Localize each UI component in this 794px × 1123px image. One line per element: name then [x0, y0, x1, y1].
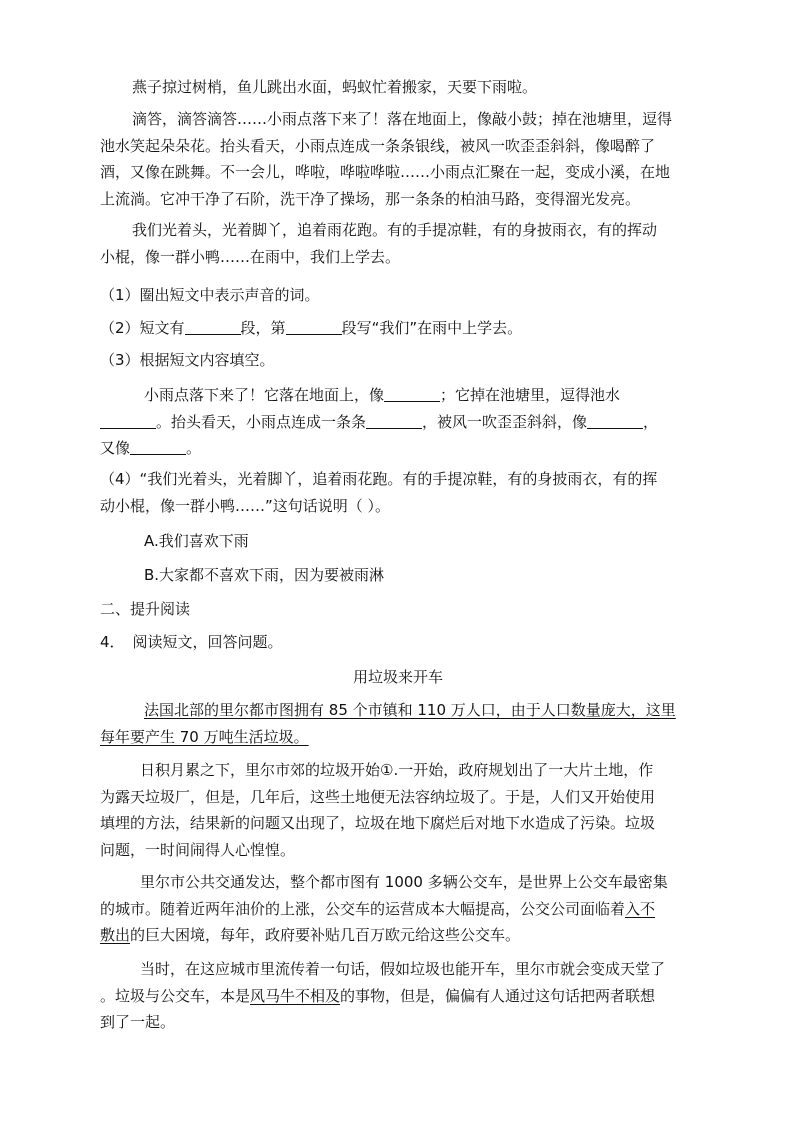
text-line: 当时，在这应城市里流传着一句话，假如垃圾也能开车，里尔市就会变成天堂了	[140, 960, 666, 978]
text-span: 又像	[100, 439, 131, 457]
section-heading: 二、提升阅读	[100, 600, 191, 618]
answer-blank[interactable]	[384, 385, 440, 402]
text-line: 滴答，滴答滴答……小雨点落下来了！落在地面上，像敲小鼓；掉在池塘里，逗得	[132, 110, 673, 128]
text-line	[100, 724, 696, 751]
question-3: （3）根据短文内容填空。	[100, 351, 275, 369]
underlined-text: 每年要产生 70 万吨生活垃圾。	[100, 727, 309, 746]
question-4	[100, 466, 696, 519]
text-line: 我们光着头，光着脚丫，追着雨花跑。有的手提凉鞋，有的身披雨衣，有的挥动	[132, 221, 658, 239]
answer-blank[interactable]	[130, 438, 186, 455]
text-span: 小雨点落下来了！它落在地面上，像	[144, 386, 385, 404]
passage1-paragraph-3	[100, 217, 696, 270]
text-line	[100, 382, 696, 409]
text-line	[100, 922, 696, 949]
text-line: 日积月累之下，里尔市郊的垃圾开始①.一开始，政府规划出了一大片土地，作	[140, 761, 654, 779]
text-line: 问题，一时间闹得人心惶惶。	[100, 840, 296, 859]
question-1: （1）圈出短文中表示声音的词。	[100, 286, 320, 304]
text-span: 的巨大困境，每年，政府要补贴几百万欧元给这些公交车。	[130, 926, 521, 944]
text-line: 法国北部的里尔都市图拥有 85 个市镇和 110 万人口，由于人口数量庞大，这里	[144, 701, 676, 719]
text-line: 到了一起。	[100, 1013, 176, 1031]
question-3-fill-in	[100, 382, 696, 462]
passage2-paragraph-1	[100, 697, 696, 750]
question-2-text-b: 段，第	[240, 319, 286, 337]
text-line: 动小棍，像一群小鸭……”这句话说明（ ）。	[100, 496, 391, 515]
text-line: 小棍，像一群小鸭……在雨中，我们上学去。	[100, 247, 401, 266]
text-span: ，	[643, 412, 659, 431]
option-a[interactable]: A.我们喜欢下雨	[144, 532, 249, 550]
answer-blank[interactable]	[185, 318, 241, 335]
passage2-paragraph-4	[100, 956, 696, 1036]
text-line	[100, 435, 696, 462]
passage-title: 用垃圾来开车	[352, 668, 443, 686]
text-line: 池水笑起朵朵花。抬头看天，小雨点连成一条条银线，被风一吹歪歪斜斜，像喝醉了	[100, 136, 656, 155]
passage2-paragraph-3	[100, 869, 696, 949]
text-span: ，被风一吹歪歪斜斜，像	[422, 412, 588, 431]
text-span: 的事物，但是，偏偏有人通过这句话把两者联想	[340, 986, 656, 1005]
answer-blank[interactable]	[587, 412, 643, 429]
text-line: 为露天垃圾厂，但是，几年后，这些土地便无法容纳垃圾了。于是，人们又开始使用	[100, 787, 656, 806]
text-line: 里尔市公共交通发达，整个都市图有 1000 多辆公交车，是世界上公交车最密集	[140, 873, 668, 891]
text-line: 酒，又像在跳舞。不一会儿，哗啦，哗啦哗啦……小雨点汇聚在一起，变成小溪，在地	[100, 163, 671, 181]
text-line: 上流淌。它冲干净了石阶，洗干净了操场，那一条条的柏油马路，变得溜光发亮。	[100, 189, 641, 208]
text-span: 。垃圾与公交车，本是	[100, 986, 251, 1005]
question-4-prompt	[100, 629, 283, 656]
underlined-text: 入不	[625, 899, 656, 918]
underlined-text: 风马牛不相及	[250, 986, 341, 1005]
question-2-text-a: （2）短文有	[100, 319, 185, 337]
question-number: 4．	[100, 633, 125, 651]
option-b[interactable]: B.大家都不喜欢下雨，因为要被雨淋	[144, 566, 385, 584]
text-line: 填埋的方法，结果新的问题又出现了，垃圾在地下腐烂后对地下水造成了污染。垃圾	[100, 814, 656, 832]
passage1-paragraph-1: 燕子掠过树梢，鱼儿跳出水面，蚂蚁忙着搬家，天要下雨啦。	[132, 78, 538, 96]
text-line	[100, 896, 696, 923]
underlined-text: 敷出	[100, 926, 131, 944]
text-span: 的城市。随着近两年油价的上涨，公交车的运营成本大幅提高，公交公司面临着	[100, 899, 626, 918]
text-span: ；它掉在池塘里，逗得池水	[440, 386, 621, 404]
question-2	[100, 315, 522, 342]
question-text: 阅读短文，回答问题。	[132, 633, 283, 651]
answer-blank[interactable]	[366, 412, 422, 429]
answer-blank[interactable]	[100, 412, 156, 429]
text-line: （4）“我们光着头，光着脚丫，追着雨花跑。有的手提凉鞋，有的身披雨衣，有的挥	[100, 470, 658, 488]
question-2-text-c: 段写“我们”在雨中上学去。	[341, 319, 523, 337]
passage2-paragraph-2	[100, 757, 696, 863]
text-line	[100, 409, 696, 436]
passage1-paragraph-2	[100, 106, 696, 212]
answer-blank[interactable]	[286, 318, 342, 335]
text-span: 。抬头看天，小雨点连成一条条	[156, 412, 367, 431]
text-line	[100, 983, 696, 1010]
text-span: 。	[186, 439, 202, 457]
